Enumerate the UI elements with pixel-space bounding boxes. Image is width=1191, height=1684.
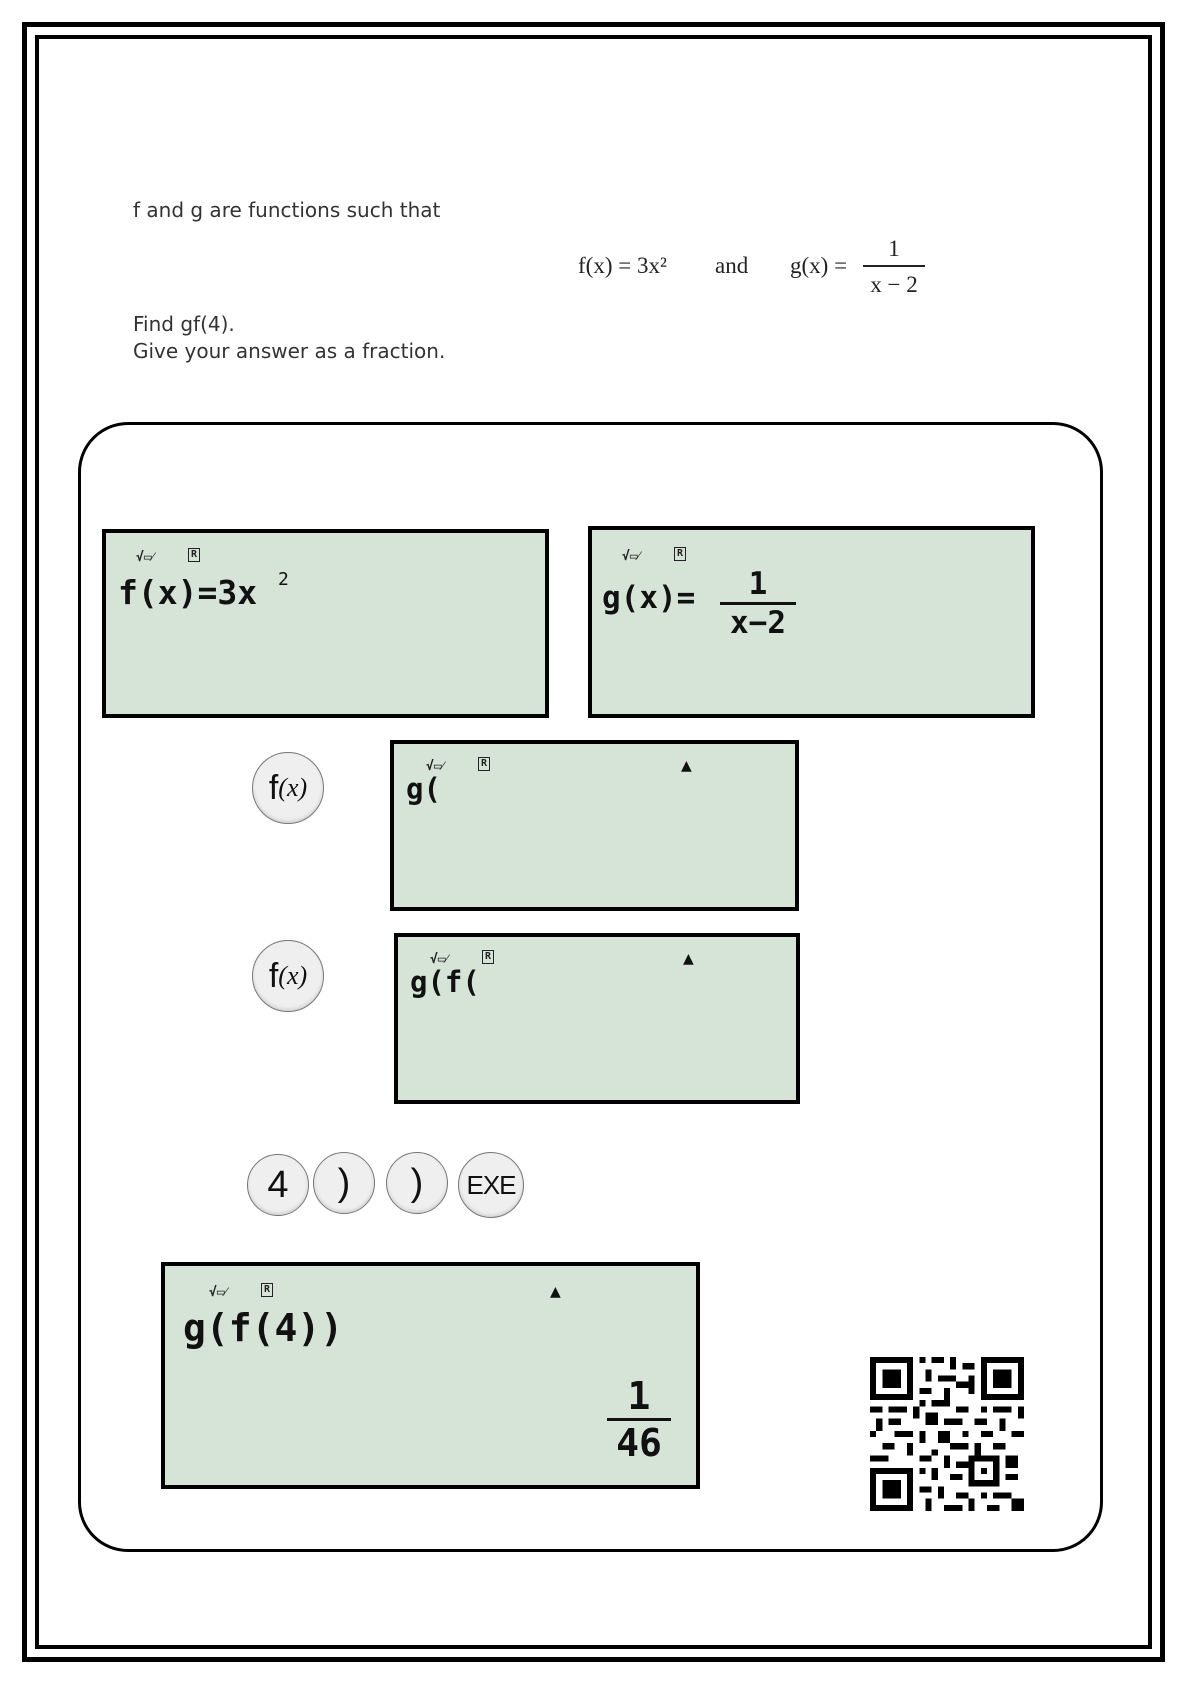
task-line-1: Find gf(4). xyxy=(133,312,235,336)
close-paren-key[interactable]: ) xyxy=(313,1152,375,1214)
result-numerator: 1 xyxy=(627,1374,651,1418)
lcd-expression: g(x)= xyxy=(602,580,696,616)
lcd-fraction xyxy=(720,566,796,641)
g-fraction xyxy=(863,235,925,299)
lcd-numerator: 1 xyxy=(748,566,768,602)
exe-key[interactable]: EXE xyxy=(458,1152,524,1218)
fx-key[interactable] xyxy=(252,940,324,1012)
lcd-expression: g( xyxy=(406,772,441,806)
math-mode-icon: √▭⁄ xyxy=(426,759,444,774)
calc-screen-g-open xyxy=(390,740,799,911)
result-fraction xyxy=(607,1374,671,1465)
radian-icon: R xyxy=(674,547,686,561)
qr-code[interactable] xyxy=(870,1357,1024,1511)
lcd-exponent: 2 xyxy=(278,569,289,590)
lcd-expression: f(x)=3x xyxy=(118,573,258,612)
radian-icon: R xyxy=(188,548,200,562)
radian-icon: R xyxy=(482,950,494,964)
math-mode-icon: √▭⁄ xyxy=(209,1285,227,1300)
function-definitions xyxy=(578,235,938,305)
g-numerator: 1 xyxy=(888,236,900,261)
and-word: and xyxy=(715,253,749,278)
scroll-up-arrow: ▲ xyxy=(681,758,692,774)
four-key[interactable]: 4 xyxy=(247,1154,309,1216)
question-intro: f and g are functions such that xyxy=(133,198,441,222)
math-mode-icon: √▭⁄ xyxy=(622,549,640,564)
calc-screen-f-definition xyxy=(102,529,549,718)
g-denominator: x − 2 xyxy=(870,272,918,297)
math-mode-icon: √▭⁄ xyxy=(430,952,448,967)
task-line-2: Give your answer as a fraction. xyxy=(133,339,446,363)
radian-icon: R xyxy=(478,757,490,771)
result-denominator: 46 xyxy=(616,1421,662,1465)
fx-key-label: f xyxy=(268,768,279,807)
f-definition: f(x) = 3x² xyxy=(578,253,667,278)
scroll-up-arrow: ▲ xyxy=(683,951,694,967)
fx-key[interactable] xyxy=(252,752,324,824)
fx-key-arg: (x) xyxy=(278,773,308,802)
calc-screen-g-definition xyxy=(588,526,1035,718)
g-definition-prefix: g(x) = xyxy=(790,253,848,278)
calc-screen-result xyxy=(161,1262,700,1489)
math-mode-icon: √▭⁄ xyxy=(136,550,154,565)
calc-screen-gf-open xyxy=(394,933,800,1104)
lcd-denominator: x−2 xyxy=(730,605,786,641)
fraction-bar xyxy=(863,265,925,267)
scroll-up-arrow: ▲ xyxy=(550,1284,561,1300)
close-paren-key[interactable]: ) xyxy=(386,1152,448,1214)
radian-icon: R xyxy=(261,1283,273,1297)
fx-key-arg: (x) xyxy=(278,961,308,990)
lcd-expression: g(f( xyxy=(410,965,480,999)
fx-key-label: f xyxy=(268,956,279,995)
lcd-expression: g(f(4)) xyxy=(183,1306,344,1350)
